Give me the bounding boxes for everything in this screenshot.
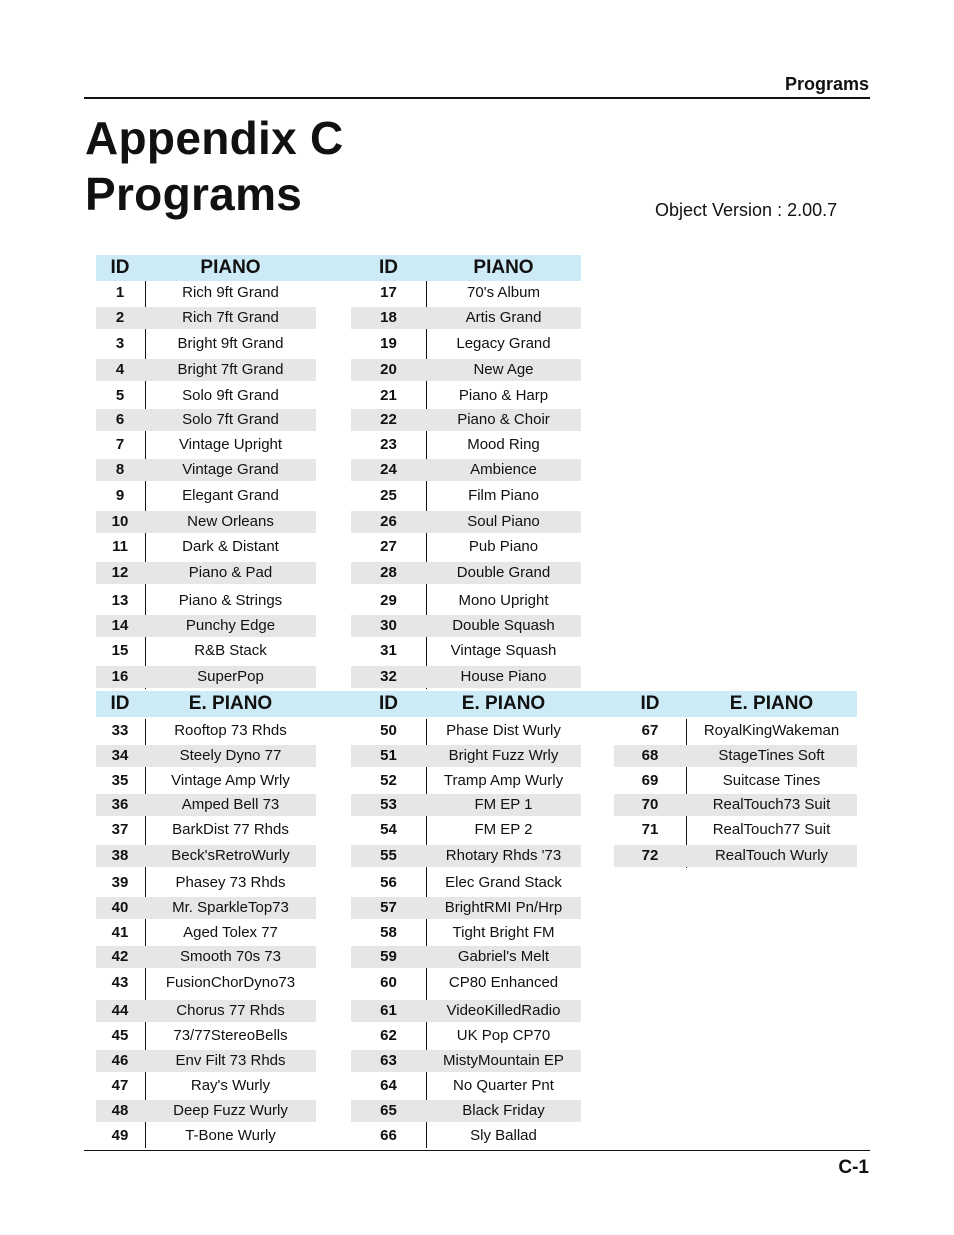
- program-id: 23: [380, 436, 397, 453]
- program-name: Piano & Harp: [458, 387, 549, 404]
- program-id: 65: [380, 1102, 397, 1119]
- program-id: 16: [111, 668, 129, 685]
- program-name: New Orleans: [187, 513, 274, 530]
- program-id: 41: [111, 924, 129, 941]
- program-id: 42: [111, 948, 129, 965]
- program-name: Bright Fuzz Wrly: [448, 747, 559, 764]
- column-header-category: PIANO: [200, 257, 261, 278]
- program-id: 20: [380, 361, 397, 378]
- program-name: Mr. SparkleTop73: [172, 899, 289, 916]
- program-name: FM EP 1: [474, 796, 533, 813]
- program-name: Vintage Grand: [182, 461, 279, 478]
- program-name: Black Friday: [462, 1102, 545, 1119]
- program-id: 33: [111, 722, 129, 739]
- program-id: 43: [111, 974, 129, 991]
- column-header-category: E. PIANO: [461, 693, 546, 714]
- footer-rule: [84, 1150, 870, 1151]
- program-name: SuperPop: [197, 668, 264, 685]
- program-id: 72: [641, 847, 659, 864]
- program-id: 47: [111, 1077, 129, 1094]
- program-id: 8: [115, 461, 125, 478]
- program-id: 9: [115, 487, 125, 504]
- program-name: Chorus 77 Rhds: [176, 1002, 285, 1019]
- running-header: Programs: [784, 74, 869, 94]
- program-id: 48: [111, 1102, 129, 1119]
- program-name: Double Grand: [456, 564, 551, 581]
- program-name: Tight Bright FM: [452, 924, 555, 941]
- program-name: R&B Stack: [194, 642, 267, 659]
- program-id: 6: [115, 411, 125, 428]
- program-id: 44: [111, 1002, 129, 1019]
- title-line-1: Appendix C: [85, 112, 344, 164]
- program-name: Amped Bell 73: [181, 796, 280, 813]
- program-name: Rooftop 73 Rhds: [174, 722, 287, 739]
- program-name: Piano & Strings: [178, 592, 283, 609]
- program-name: RealTouch73 Suit: [712, 796, 831, 813]
- program-id: 67: [641, 722, 659, 739]
- program-name: RoyalKingWakeman: [703, 722, 840, 739]
- program-name: VideoKilledRadio: [446, 1002, 561, 1019]
- program-name: Phasey 73 Rhds: [175, 874, 286, 891]
- program-id: 56: [380, 874, 397, 891]
- program-name: Rich 9ft Grand: [182, 284, 279, 301]
- program-name: Rhotary Rhds '73: [445, 847, 562, 864]
- program-name: Rich 7ft Grand: [182, 309, 279, 326]
- program-id: 32: [380, 668, 397, 685]
- column-header-category: PIANO: [473, 257, 534, 278]
- program-name: Steely Dyno 77: [179, 747, 282, 764]
- program-name: Suitcase Tines: [722, 772, 821, 789]
- program-name: Piano & Pad: [188, 564, 273, 581]
- column-header-category: E. PIANO: [729, 693, 814, 714]
- object-version: Object Version : 2.00.7: [655, 200, 838, 220]
- program-id: 27: [380, 538, 397, 555]
- program-id: 31: [380, 642, 397, 659]
- program-id: 35: [111, 772, 129, 789]
- title-line-2: Programs: [85, 168, 303, 220]
- program-name: Artis Grand: [465, 309, 542, 326]
- program-name: StageTines Soft: [718, 747, 825, 764]
- program-id: 26: [380, 513, 397, 530]
- program-id: 4: [115, 361, 125, 378]
- program-id: 22: [380, 411, 397, 428]
- program-name: Punchy Edge: [185, 617, 276, 634]
- program-name: Pub Piano: [468, 538, 539, 555]
- program-id: 60: [380, 974, 397, 991]
- program-id: 24: [380, 461, 397, 478]
- program-name: Solo 9ft Grand: [182, 387, 279, 404]
- program-name: UK Pop CP70: [456, 1027, 551, 1044]
- column-header-category: E. PIANO: [188, 693, 273, 714]
- program-name: Aged Tolex 77: [183, 924, 278, 941]
- column-header-id: ID: [379, 257, 398, 278]
- program-id: 36: [111, 796, 129, 813]
- program-id: 37: [111, 821, 129, 838]
- program-name: House Piano: [460, 668, 547, 685]
- program-id: 51: [380, 747, 397, 764]
- program-id: 34: [111, 747, 129, 764]
- program-name: RealTouch77 Suit: [712, 821, 831, 838]
- program-id: 40: [111, 899, 129, 916]
- program-name: No Quarter Pnt: [453, 1077, 554, 1094]
- page-title: [85, 110, 344, 222]
- program-id: 57: [380, 899, 397, 916]
- program-name: CP80 Enhanced: [448, 974, 559, 991]
- program-name: Smooth 70s 73: [180, 948, 281, 965]
- program-id: 17: [380, 284, 397, 301]
- program-name: Mood Ring: [467, 436, 540, 453]
- program-id: 68: [641, 747, 659, 764]
- program-name: Env Filt 73 Rhds: [175, 1052, 286, 1069]
- program-id: 19: [380, 335, 397, 352]
- program-name: 73/77StereoBells: [173, 1027, 288, 1044]
- program-name: Elec Grand Stack: [445, 874, 562, 891]
- program-id: 21: [380, 387, 397, 404]
- program-id: 25: [380, 487, 397, 504]
- program-id: 59: [380, 948, 397, 965]
- program-id: 55: [380, 847, 397, 864]
- program-id: 18: [380, 309, 397, 326]
- program-id: 3: [115, 335, 125, 352]
- program-name: Bright 9ft Grand: [177, 335, 284, 352]
- program-id: 62: [380, 1027, 397, 1044]
- column-header-id: ID: [640, 693, 660, 714]
- program-id: 50: [380, 722, 397, 739]
- program-name: Phase Dist Wurly: [446, 722, 561, 739]
- program-id: 54: [380, 821, 397, 838]
- program-name: FM EP 2: [474, 821, 533, 838]
- program-name: Beck'sRetroWurly: [171, 847, 290, 864]
- program-name: FusionChorDyno73: [165, 974, 296, 991]
- program-id: 70: [641, 796, 659, 813]
- program-name: RealTouch Wurly: [714, 847, 829, 864]
- program-id: 13: [111, 592, 129, 609]
- program-id: 58: [380, 924, 397, 941]
- column-header-id: ID: [110, 257, 130, 278]
- program-id: 53: [380, 796, 397, 813]
- program-id: 14: [111, 617, 129, 634]
- program-name: Ambience: [470, 461, 537, 478]
- program-name: Piano & Choir: [457, 411, 550, 428]
- program-id: 61: [380, 1002, 397, 1019]
- program-id: 64: [380, 1077, 397, 1094]
- program-name: Ray's Wurly: [190, 1077, 271, 1094]
- program-id: 7: [115, 436, 125, 453]
- program-id: 49: [111, 1127, 129, 1144]
- program-id: 1: [115, 284, 125, 301]
- program-name: New Age: [473, 361, 534, 378]
- program-name: BarkDist 77 Rhds: [172, 821, 289, 838]
- program-id: 46: [111, 1052, 129, 1069]
- program-name: Dark & Distant: [182, 538, 279, 555]
- program-name: Soul Piano: [467, 513, 540, 530]
- program-id: 29: [380, 592, 397, 609]
- program-name: BrightRMI Pn/Hrp: [444, 899, 563, 916]
- program-name: MistyMountain EP: [443, 1052, 564, 1069]
- program-name: Vintage Squash: [450, 642, 557, 659]
- program-name: Film Piano: [468, 487, 539, 504]
- program-id: 52: [380, 772, 397, 789]
- column-header-id: ID: [379, 693, 398, 714]
- program-id: 30: [380, 617, 397, 634]
- program-id: 5: [115, 387, 125, 404]
- program-id: 66: [380, 1127, 397, 1144]
- program-id: 69: [641, 772, 659, 789]
- program-name: Double Squash: [452, 617, 555, 634]
- program-id: 71: [641, 821, 659, 838]
- program-name: Sly Ballad: [470, 1127, 537, 1144]
- column-header-id: ID: [110, 693, 130, 714]
- program-name: Bright 7ft Grand: [177, 361, 284, 378]
- program-name: Vintage Upright: [178, 436, 283, 453]
- program-name: Gabriel's Melt: [457, 948, 550, 965]
- program-id: 2: [115, 309, 125, 326]
- program-name: Tramp Amp Wurly: [443, 772, 564, 789]
- program-id: 10: [111, 513, 129, 530]
- program-id: 11: [112, 538, 128, 555]
- program-id: 12: [111, 564, 129, 581]
- program-name: 70's Album: [467, 284, 540, 301]
- program-name: Elegant Grand: [182, 487, 279, 504]
- program-id: 15: [111, 642, 129, 659]
- program-name: Solo 7ft Grand: [182, 411, 279, 428]
- program-id: 38: [111, 847, 129, 864]
- program-name: Deep Fuzz Wurly: [173, 1102, 288, 1119]
- program-name: Legacy Grand: [456, 335, 551, 352]
- page-number: C-1: [838, 1157, 869, 1178]
- program-id: 39: [111, 874, 129, 891]
- program-id: 63: [380, 1052, 397, 1069]
- program-name: Vintage Amp Wrly: [171, 772, 290, 789]
- program-name: T-Bone Wurly: [185, 1127, 276, 1144]
- program-id: 28: [380, 564, 397, 581]
- program-id: 45: [111, 1027, 129, 1044]
- header-rule: [84, 97, 870, 99]
- program-name: Mono Upright: [458, 592, 549, 609]
